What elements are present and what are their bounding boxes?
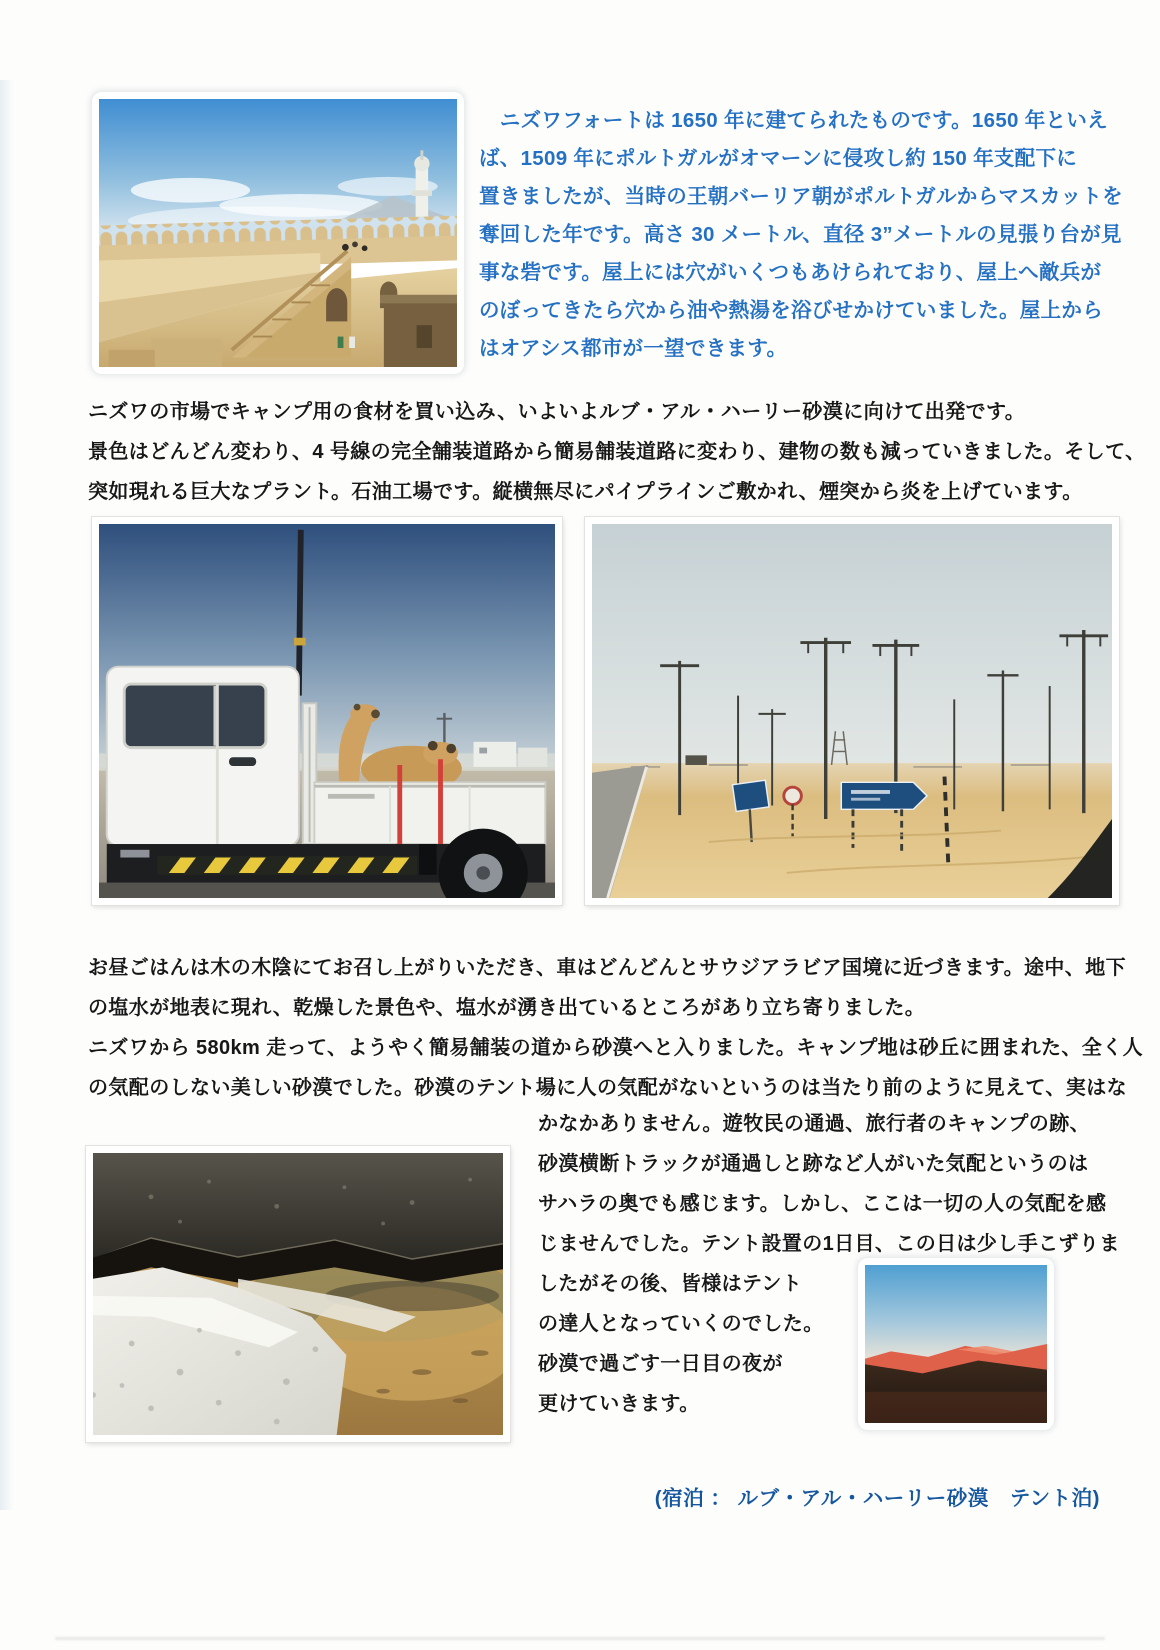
salt-spring-photo (86, 1146, 510, 1442)
journey-line: の気配のしない美しい砂漠でした。砂漠のテント場に人の気配がないというのは当たり前のように見えて、実はな (88, 1077, 1127, 1099)
departure-line: ニズワの市場でキャンプ用の食材を買い込み、いよいよルブ・アル・ハーリー砂漠に向けて出発です。 (88, 401, 1026, 423)
camp-paragraph-wide (538, 1104, 1120, 1264)
camel-truck-photo (92, 517, 562, 905)
fort-text-line: のぼってきたら穴から油や熱湯を浴びせかけていました。屋上から (479, 299, 1103, 322)
desert-road-illustration (592, 524, 1112, 898)
camp-paragraph-narrow (538, 1264, 858, 1424)
journey-line: ニズワから 580km 走って、ようやく簡易舗装の道から砂漠へと入りました。キャンプ地は砂丘に囲まれた、全く人 (88, 1037, 1143, 1059)
desert-sunset-illustration (865, 1265, 1047, 1423)
camp-line: じませんでした。テント設置の1日目、この日は少し手こずりま (538, 1233, 1120, 1255)
journey-paragraph (88, 948, 1143, 1108)
camp-line: 更けていきます。 (538, 1393, 700, 1415)
journey-line: の塩水が地表に現れ、乾燥した景色や、塩水が湧き出ているところがあり立ち寄りました。 (88, 997, 926, 1019)
camp-line: 砂漠で過ごす一日目の夜が (538, 1353, 783, 1375)
nizwa-fort-illustration (99, 99, 457, 367)
fort-text-line: 置きましたが、当時の王朝バーリア朝がポルトガルからマスカットを (479, 185, 1123, 208)
desert-sunset-photo (858, 1258, 1054, 1430)
scan-edge-artifact (0, 80, 14, 1510)
camel-truck-illustration (99, 524, 555, 898)
salt-spring-illustration (93, 1153, 503, 1435)
scan-bottom-artifact (55, 1637, 1105, 1640)
departure-line: 景色はどんどん変わり、4 号線の完全舗装道路から簡易舗装道路に変わり、建物の数も減っていきました。そして、 (88, 441, 1146, 463)
camp-line: したがその後、皆様はテント (538, 1273, 803, 1295)
camp-line: サハラの奥でも感じます。しかし、ここは一切の人の気配を感 (538, 1193, 1107, 1215)
fort-text-line: ば、1509 年にポルトガルがオマーンに侵攻し約 150 年支配下に (479, 147, 1078, 170)
fort-description-text (479, 102, 1129, 368)
camp-line: 砂漠横断トラックが通過しと跡など人がいた気配というのは (538, 1153, 1089, 1175)
camp-line: の達人となっていくのでした。 (538, 1313, 824, 1335)
camp-line: かなかありません。遊牧民の通過、旅行者のキャンプの跡、 (538, 1113, 1090, 1135)
fort-text-line: ニズワフォートは 1650 年に建てられたものです。1650 年といえ (479, 109, 1108, 132)
fort-text-line: 事な砦です。屋上には穴がいくつもあけられており、屋上へ敵兵が (479, 261, 1102, 284)
journey-line: お昼ごはんは木の木陰にてお召し上がりいただき、車はどんどんとサウジアラビア国境に近づきます。途中、地下 (88, 957, 1126, 979)
departure-paragraph (88, 392, 1146, 512)
departure-line: 突如現れる巨大なプラント。石油工場です。縦横無尽にパイプラインご敷かれ、煙突から炎を上げています。 (88, 481, 1083, 503)
nizwa-fort-photo (92, 92, 464, 374)
fort-text-line: はオアシス都市が一望できます。 (479, 337, 788, 360)
desert-road-photo (585, 517, 1119, 905)
fort-text-line: 奪回した年です。高さ 30 メートル、直径 3”メートルの見張り台が見 (479, 223, 1122, 246)
lodging-note: (宿泊 ： ルブ・アル・ハーリー砂漠 テント泊) (654, 1487, 1100, 1510)
